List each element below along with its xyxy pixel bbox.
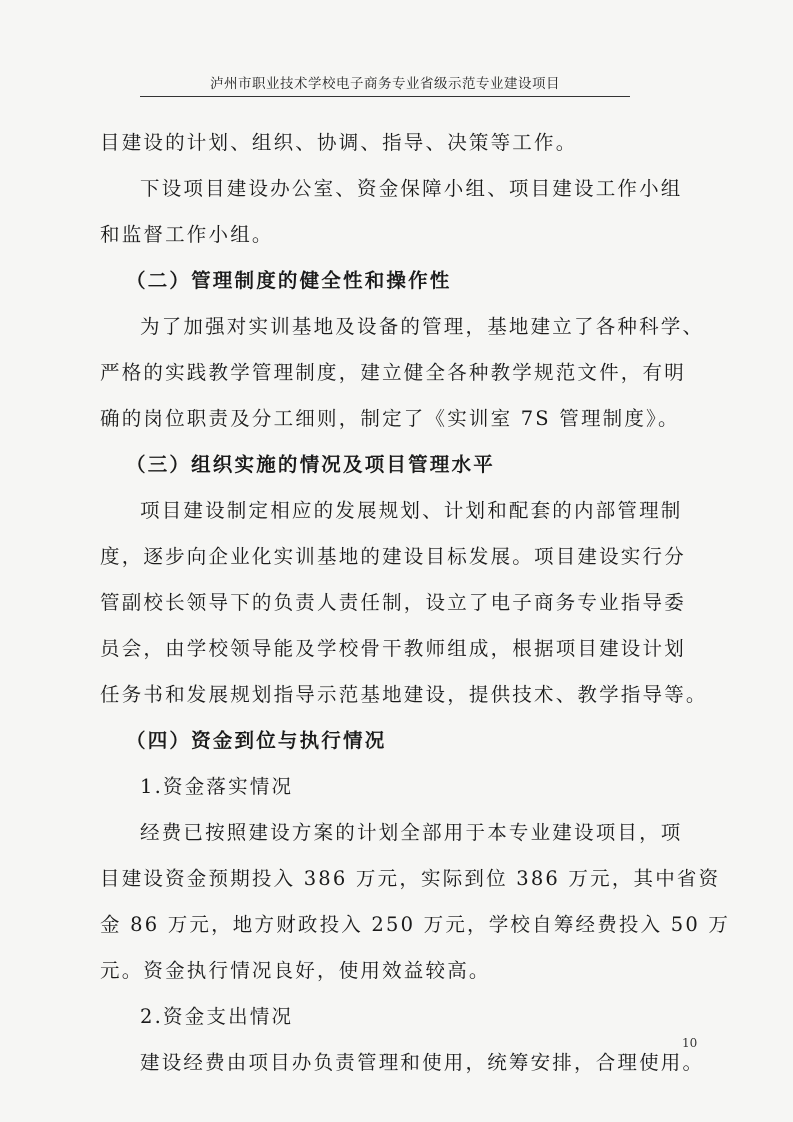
paragraph-line: 建设经费由项目办负责管理和使用，统筹安排，合理使用。 xyxy=(140,1051,705,1074)
paragraph-line: 确的岗位职责及分工细则，制定了《实训室 7S 管理制度》。 xyxy=(100,407,680,430)
paragraph-line: 目建设的计划、组织、协调、指导、决策等工作。 xyxy=(100,131,578,154)
paragraph-line: 严格的实践教学管理制度，建立健全各种教学规范文件，有明 xyxy=(100,361,686,384)
section-heading: （四）资金到位与执行情况 xyxy=(126,729,387,752)
paragraph-line: 任务书和发展规划指导示范基地建设，提供技术、教学指导等。 xyxy=(100,683,708,706)
paragraph-line: 经费已按照建设方案的计划全部用于本专业建设项目，项 xyxy=(140,821,683,844)
section-heading: （二）管理制度的健全性和操作性 xyxy=(126,269,452,292)
subsection-heading: 1.资金落实情况 xyxy=(140,775,294,798)
body-text xyxy=(100,120,731,1086)
paragraph-line: 元。资金执行情况良好，使用效益较高。 xyxy=(100,959,491,982)
paragraph-line: 下设项目建设办公室、资金保障小组、项目建设工作小组 xyxy=(140,177,683,200)
subsection-heading: 2.资金支出情况 xyxy=(140,1005,294,1028)
paragraph-line: 管副校长领导下的负责人责任制，设立了电子商务专业指导委 xyxy=(100,591,686,614)
running-header: 泸州市职业技术学校电子商务专业省级示范专业建设项目 xyxy=(210,76,560,92)
paragraph-line: 目建设资金预期投入 386 万元，实际到位 386 万元，其中省资 xyxy=(100,867,721,890)
header-divider xyxy=(140,96,630,97)
paragraph-line: 金 86 万元，地方财政投入 250 万元，学校自筹经费投入 50 万 xyxy=(100,913,731,936)
paragraph-line: 和监督工作小组。 xyxy=(100,223,274,246)
paragraph-line: 度，逐步向企业化实训基地的建设目标发展。项目建设实行分 xyxy=(100,545,686,568)
page-number: 10 xyxy=(682,1036,698,1050)
paragraph-line: 项目建设制定相应的发展规划、计划和配套的内部管理制 xyxy=(140,499,683,522)
section-heading: （三）组织实施的情况及项目管理水平 xyxy=(126,453,495,476)
paragraph-line: 为了加强对实训基地及设备的管理，基地建立了各种科学、 xyxy=(140,315,705,338)
paragraph-line: 员会，由学校领导能及学校骨干教师组成，根据项目建设计划 xyxy=(100,637,686,660)
